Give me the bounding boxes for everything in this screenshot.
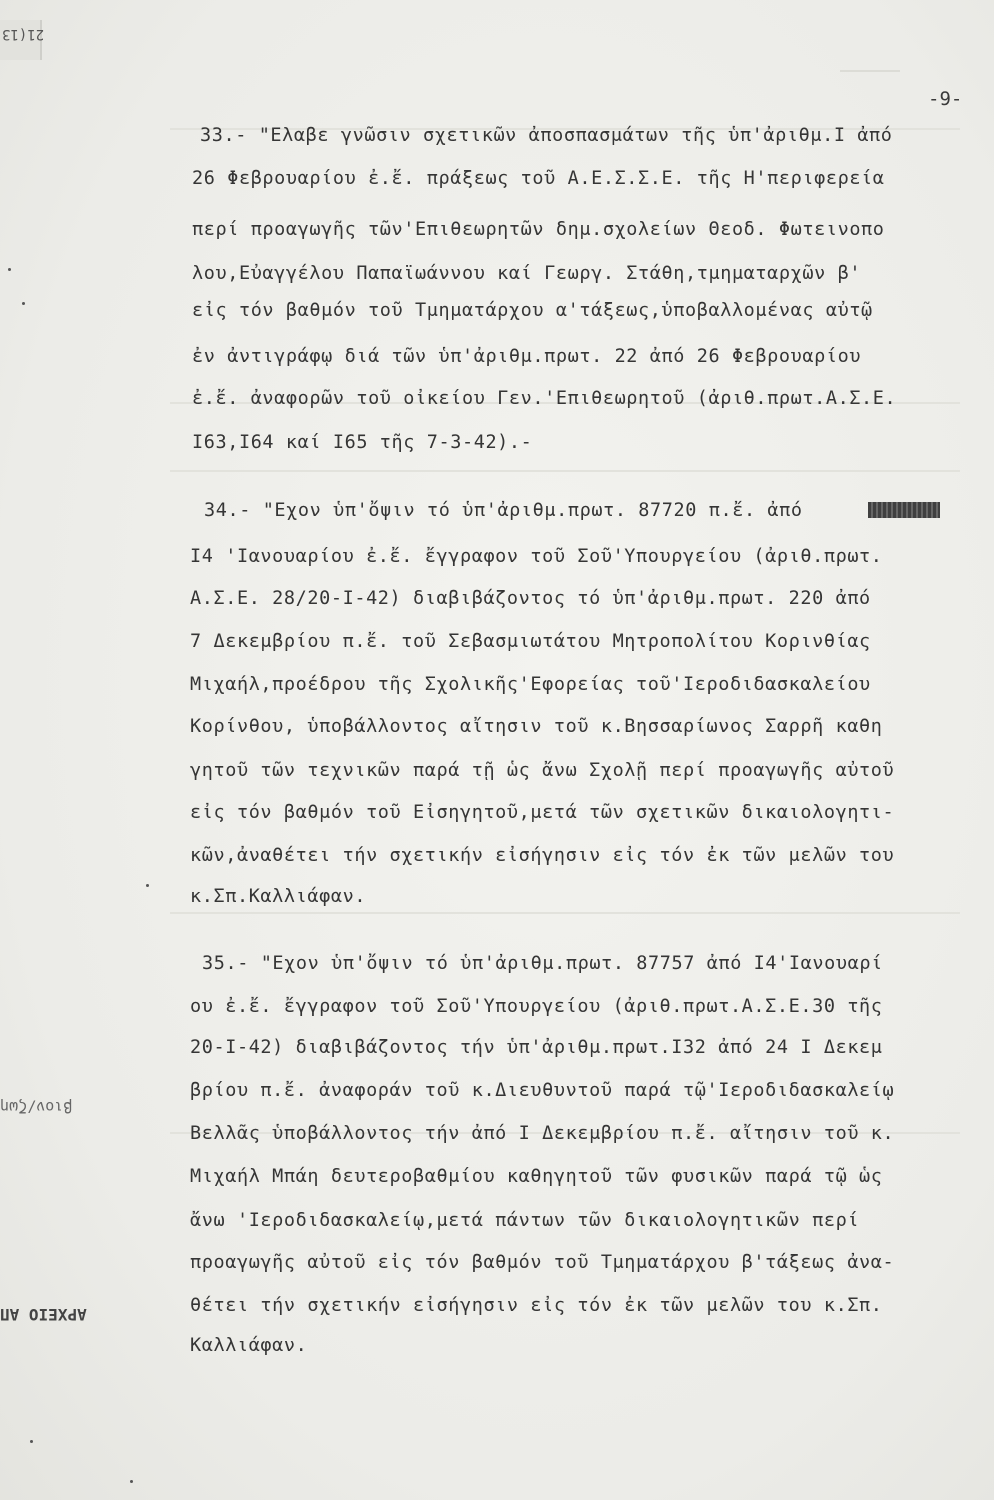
text-line: Καλλιάφαν. bbox=[190, 1335, 308, 1356]
text-line: προαγωγῆς αὐτοῦ εἰς τόν βαθμόν τοῦ Τμηματάρχου β'τάξεως ἀνα- bbox=[190, 1252, 895, 1273]
punch-mark bbox=[30, 1440, 33, 1443]
text-line: Μιχαήλ,προέδρου τῆς Σχολικῆς'Εφορείας τοῦ'Ιεροδιδασκαλείου bbox=[190, 674, 871, 695]
text-line: Α.Σ.Ε. 28/20-Ι-42) διαβιβάζοντος τό ὑπ'ἀριθμ.πρωτ. 220 ἀπό bbox=[190, 588, 871, 609]
text-line: εἰς τόν βαθμόν τοῦ Εἰσηγητοῦ,μετά τῶν σχετικῶν δικαιολογητι- bbox=[190, 802, 895, 823]
text-line: Ι4 'Ιανουαρίου ἐ.ἔ. ἔγγραφον τοῦ Σοῦ'Υπουργείου (ἀριθ.πρωτ. bbox=[190, 546, 883, 567]
redaction-mark bbox=[868, 502, 940, 518]
text-line: Ι63,Ι64 καί Ι65 τῆς 7-3-42).- bbox=[192, 432, 533, 453]
bleed-through-line bbox=[840, 70, 900, 72]
text-line: ἐ.ἔ. ἀναφορῶν τοῦ οἰκείου Γεν.'Επιθεωρητοῦ (ἀριθ.πρωτ.Α.Σ.Ε. bbox=[192, 388, 897, 409]
punch-mark bbox=[8, 268, 11, 271]
text-line: 33.- "Ελαβε γνῶσιν σχετικῶν ἀποσπασμάτων τῆς ὑπ'ἀριθμ.Ι ἀπό bbox=[200, 125, 893, 146]
bleed-through-line bbox=[170, 912, 960, 914]
margin-stamp-top: 21(13 bbox=[2, 26, 45, 42]
punch-mark bbox=[22, 302, 25, 305]
text-line: 26 Φεβρουαρίου ἐ.ἔ. πράξεως τοῦ Α.Ε.Σ.Σ.Ε. τῆς Η'περιφερεία bbox=[192, 168, 885, 189]
text-line: γητοῦ τῶν τεχνικῶν παρά τῇ ὡς ἄνω Σχολῇ περί προαγωγῆς αὐτοῦ bbox=[190, 760, 895, 781]
text-line: ου ἐ.ἔ. ἔγγραφον τοῦ Σοῦ'Υπουργείου (ἀριθ.πρωτ.Α.Σ.Ε.30 τῆς bbox=[190, 996, 883, 1017]
text-line: εἰς τόν βαθμόν τοῦ Τμηματάρχου α'τάξεως,ὑποβαλλομένας αὐτῷ bbox=[192, 300, 873, 321]
text-line: κῶν,ἀναθέτει τήν σχετικήν εἰσήγησιν εἰς τόν ἐκ τῶν μελῶν του bbox=[190, 845, 895, 866]
page-number: -9- bbox=[928, 88, 963, 110]
text-line: 20-Ι-42) διαβιβάζοντος τήν ὑπ'ἀριθμ.πρωτ.Ι32 ἀπό 24 Ι Δεκεμ bbox=[190, 1037, 883, 1058]
text-line: θέτει τήν σχετικήν εἰσήγησιν εἰς τόν ἐκ τῶν μελῶν του κ.Σπ. bbox=[190, 1295, 883, 1316]
text-line: κ.Σπ.Καλλιάφαν. bbox=[190, 886, 367, 907]
text-line: 35.- "Εχον ὑπ'ὄψιν τό ὑπ'ἀριθμ.πρωτ. 87757 ἀπό Ι4'Ιανουαρί bbox=[202, 953, 883, 974]
text-line: ἄνω 'Ιεροδιδασκαλείῳ,μετά πάντων τῶν δικαιολογητικῶν περί bbox=[190, 1210, 860, 1231]
text-line: Κορίνθου, ὑποβάλλοντος αἴτησιν τοῦ κ.Βησσαρίωνος Σαρρῆ καθη bbox=[190, 716, 883, 737]
punch-mark bbox=[130, 1480, 133, 1483]
bleed-through-line bbox=[170, 470, 960, 472]
margin-stamp-side: βιον/ζωη bbox=[0, 1098, 73, 1116]
punch-mark bbox=[146, 884, 149, 887]
text-line: 7 Δεκεμβρίου π.ἔ. τοῦ Σεβασμιωτάτου Μητροπολίτου Κορινθίας bbox=[190, 631, 871, 652]
text-line: ἐν ἀντιγράφῳ διά τῶν ὑπ'ἀριθμ.πρωτ. 22 ἀπό 26 Φεβρουαρίου bbox=[192, 346, 862, 367]
text-line: Βελλᾶς ὑποβάλλοντος τήν ἀπό Ι Δεκεμβρίου π.ἔ. αἴτησιν τοῦ κ. bbox=[190, 1123, 895, 1144]
text-line: Μιχαήλ Μπάη δευτεροβαθμίου καθηγητοῦ τῶν φυσικῶν παρά τῷ ὡς bbox=[190, 1166, 883, 1187]
text-line: περί προαγωγῆς τῶν'Επιθεωρητῶν δημ.σχολείων Θεοδ. Φωτεινοπο bbox=[192, 219, 885, 240]
text-line: λου,Εὐαγγέλου Παπαϊωάννου καί Γεωργ. Στάθη,τμηματαρχῶν β' bbox=[192, 263, 862, 284]
text-line: βρίου π.ἔ. ἀναφοράν τοῦ κ.Διευθυντοῦ παρά τῷ'Ιεροδιδασκαλείῳ bbox=[190, 1080, 895, 1101]
text-line: 34.- "Εχον ὑπ'ὄψιν τό ὑπ'ἀριθμ.πρωτ. 87720 π.ἔ. ἀπό bbox=[204, 500, 803, 521]
margin-stamp-side: ΑΡΧΕΙΟ ΑΠ bbox=[0, 1305, 87, 1324]
